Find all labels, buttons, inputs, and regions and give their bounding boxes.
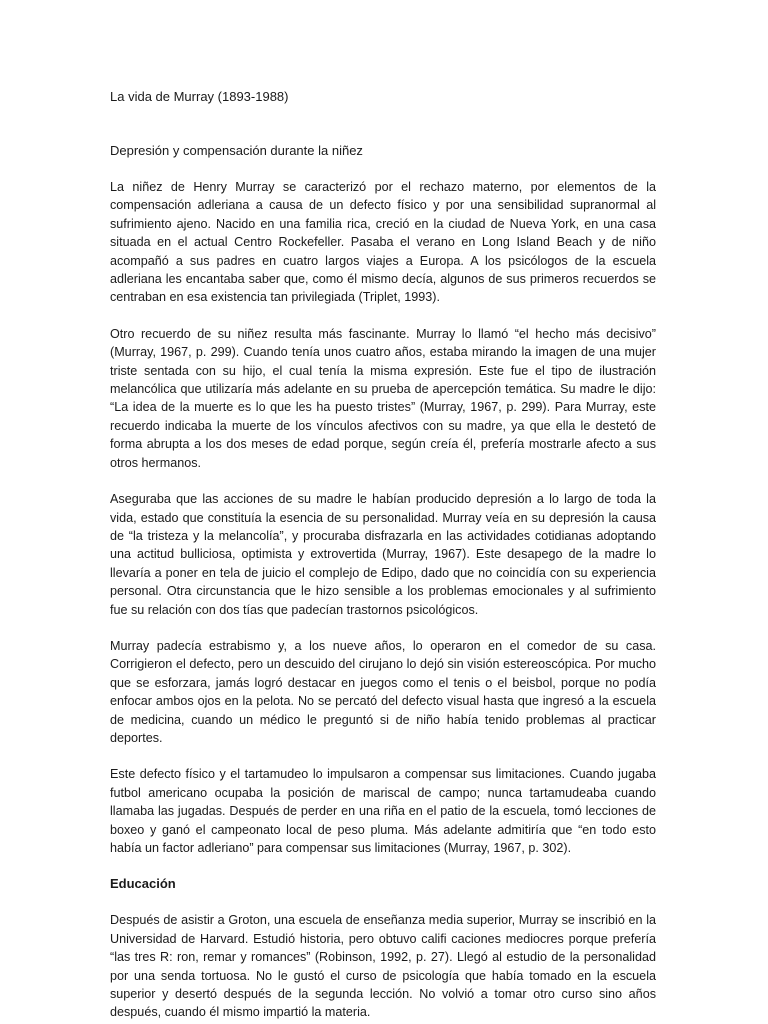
paragraph: Otro recuerdo de su niñez resulta más fascinante. Murray lo llamó “el hecho más decisivo” (Murray, 1967, p. 299). Cuando tenía unos cuatro años, estaba mirando la imagen de una mujer triste sentada con su hijo, el cual tenía la misma expresión. Este fue el tipo de ilustración melancólica que utilizaría más adelante en su prueba de apercepción temática. Su madre le dijo: “La idea de la muerte es lo que les ha puesto tristes” (Murray, 1967, p. 299). Para Murray, este recuerdo indicaba la muerte de los vínculos afectivos con su madre, ya que ella le destetó de forma abrupta a los dos meses de edad porque, según creía él, prefería mostrarle afecto a sus otros hermanos. — [110, 326, 656, 470]
section-childhood — [110, 142, 656, 857]
section-education — [110, 875, 656, 1021]
paragraph: Este defecto físico y el tartamudeo lo impulsaron a compensar sus limitaciones. Cuando jugaba futbol americano ocupaba la posición de mariscal de campo; nunca tartamudeaba cuando llamaba las jugadas. Después de perder en una riña en el patio de la escuela, tomó lecciones de boxeo y ganó el campeonato local de peso pluma. Más adelante admitiría que “en todo esto había un factor adleriano” para compensar sus limitaciones (Murray, 1967, p. 302). — [110, 767, 656, 855]
paragraph: Aseguraba que las acciones de su madre le habían producido depresión a lo largo de toda la vida, estado que constituía la esencia de su personalidad. Murray veía en su depresión la causa de “la tristeza y la melancolía”, y procuraba disfrazarla en las actividades cotidianas adoptando una actitud bulliciosa, optimista y extrovertida (Murray, 1967). Este desapego de la madre lo llevaría a poner en tela de juicio el complejo de Edipo, dado que no coincidía con su experiencia personal. Otra circunstancia que le hizo sensible a los problemas emocionales y al sufrimiento fue su relación con dos tías que padecían trastornos psicológicos. — [110, 492, 656, 617]
section-heading-education: Educación — [110, 876, 176, 892]
paragraph: Murray padecía estrabismo y, a los nueve años, lo operaron en el comedor de su casa. Corrigieron el defecto, pero un descuido del cirujano lo dejó sin visión estereoscópica. Por mucho que se esforzara, jamás logró destacar en juegos como el tenis o el beisbol, porque no podía enfocar ambos ojos en la pelota. No se percató del defecto visual hasta que ingresó a la escuela de medicina, cuando un médico le preguntó si de niño había tenido problemas al practicar deportes. — [110, 638, 656, 745]
paragraph: Después de asistir a Groton, una escuela de enseñanza media superior, Murray se inscribió en la Universidad de Harvard. Estudió historia, pero obtuvo califi caciones mediocres porque prefería “las tres R: ron, remar y romances” (Robinson, 1992, p. 27). Llegó al estudio de la personalidad por una senda tortuosa. No le gustó el curso de psicología que había tomado en la escuela superior y desertó después de la segunda lección. No volvió a tomar otro curso sino años después, cuando él mismo impartió la materia. — [110, 913, 656, 1020]
document-title: La vida de Murray (1893-1988) — [110, 89, 289, 104]
section-heading-childhood: Depresión y compensación durante la niñez — [110, 143, 363, 158]
paragraph: La niñez de Henry Murray se caracterizó por el rechazo materno, por elementos de la compensación adleriana a causa de un defecto físico y por una sensibilidad supranormal al sufrimiento ajeno. Nacido en una familia rica, creció en la ciudad de Nueva York, en una casa situada en el actual Centro Rockefeller. Pasaba el verano en Long Island Beach y de niño acompañó a sus padres en cuatro largos viajes a Europa. A los psicólogos de la escuela adleriana les encantaba saber que, como él mismo decía, algunos de sus primeros recuerdos se centraban en esa existencia tan privilegiada (Triplet, 1993). — [110, 180, 656, 305]
